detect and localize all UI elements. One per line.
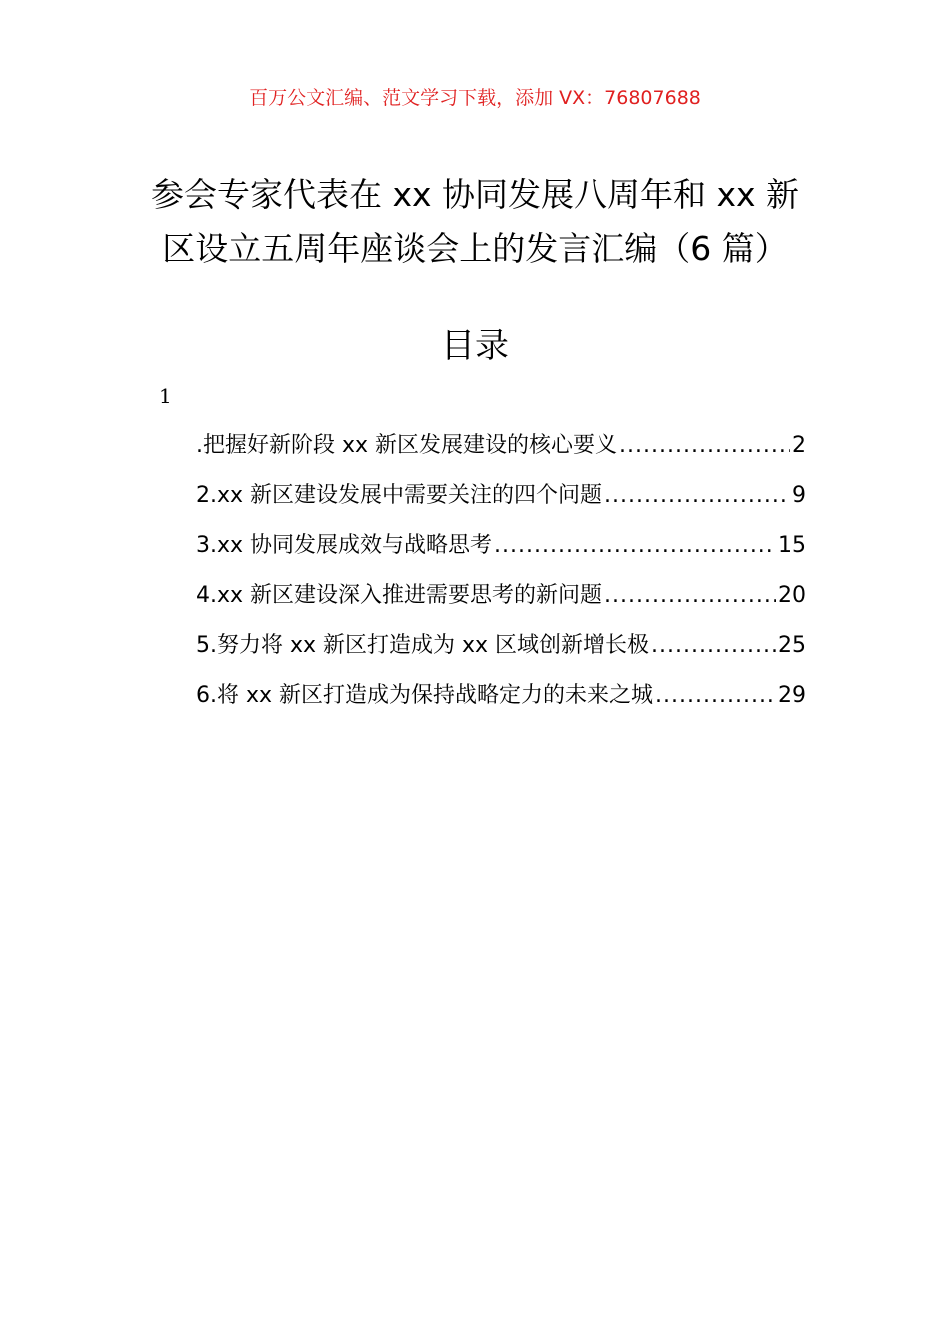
toc-leader-dots [651, 624, 776, 668]
toc-entry-title: 2.xx 新区建设发展中需要关注的四个问题 [196, 483, 603, 508]
toc-entry-title: 4.xx 新区建设深入推进需要思考的新问题 [196, 583, 603, 608]
toc-leader-dots [604, 574, 776, 618]
toc-entry[interactable] [196, 524, 806, 574]
toc-entry-page: 15 [778, 533, 806, 558]
title-line-2: 区设立五周年座谈会上的发言汇编（6 篇） [162, 229, 788, 268]
toc-entry[interactable] [196, 574, 806, 624]
toc-entry-title: 5.努力将 xx 新区打造成为 xx 区域创新增长极 [196, 633, 650, 658]
toc-entry-title: 6.将 xx 新区打造成为保持战略定力的未来之城 [196, 683, 654, 708]
toc-leader-dots [655, 674, 776, 718]
toc-entry-page: 9 [792, 483, 806, 508]
toc-entry-page: 2 [792, 433, 806, 458]
toc-list [196, 424, 806, 724]
toc-entry-title: 3.xx 协同发展成效与战略思考 [196, 533, 493, 558]
document-title [140, 168, 810, 276]
promo-banner: 百万公文汇编、范文学习下载，添加 VX：76807688 [249, 87, 701, 109]
toc-leader-dots [604, 474, 790, 518]
toc-heading: 目录 [441, 326, 509, 366]
toc-entry[interactable] [196, 424, 806, 474]
toc-entry[interactable] [196, 674, 806, 724]
toc-entry[interactable] [196, 624, 806, 674]
toc-entry-page: 29 [778, 683, 806, 708]
toc-stray-number: 1 [159, 384, 172, 408]
toc-leader-dots [494, 524, 776, 568]
toc-entry-page: 20 [778, 583, 806, 608]
toc-entry-page: 25 [778, 633, 806, 658]
toc-entry[interactable] [196, 474, 806, 524]
toc-entry-title: .把握好新阶段 xx 新区发展建设的核心要义 [196, 433, 618, 458]
title-line-1: 参会专家代表在 xx 协同发展八周年和 xx 新 [150, 175, 800, 214]
toc-leader-dots [619, 424, 790, 468]
